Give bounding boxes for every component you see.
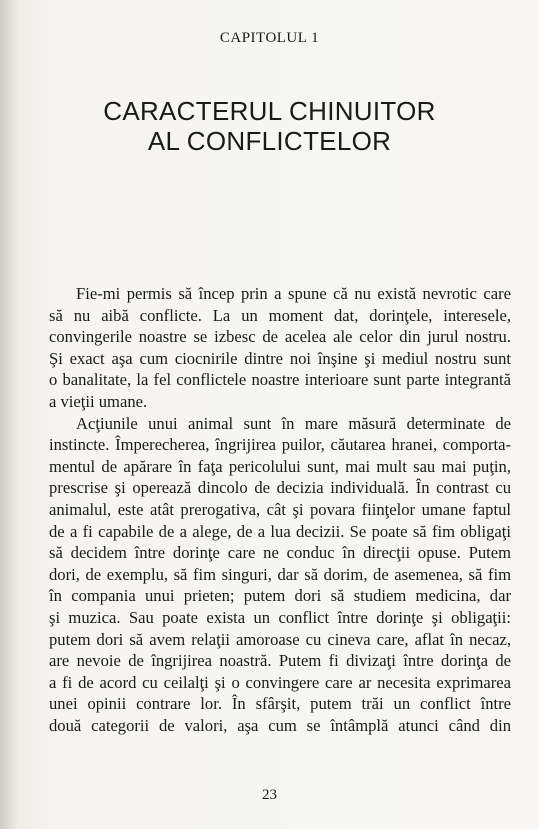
text-line: să decidem între dorinţe care ne conduc în direcţii opuse. Putem [49, 543, 511, 563]
text-line: în compania unui prieten; putem dori să studiem medicina, dar [49, 586, 511, 606]
text-line: de a fi capabile de a alege, de a lua decizii. Se poate să fim obligaţi [49, 521, 511, 541]
text-line: să nu aibă conflicte. La un moment dat, dorinţele, interesele, [49, 305, 511, 325]
chapter-label: CAPITOLUL 1 [219, 30, 320, 46]
text-line: Fie-mi permis să încep prin a spune că nu există nevrotic care [76, 284, 511, 303]
text-line: prescrise şi operează dincolo de decizia individuală. În contrast cu [49, 478, 511, 498]
text-line: unei opinii contrare lor. În sfârşit, putem trăi un conflict între [49, 694, 511, 714]
text-line: a vieţii umane. [49, 391, 148, 411]
text-line: instincte. Împerecherea, îngrijirea puilor, căutarea hranei, comporta- [49, 435, 511, 455]
text-line: o banalitate, la fel conflictele noastre interioare sunt parte integrantă [49, 370, 511, 390]
text-line: două categorii de valori, aşa cum se întâmplă atunci când din [49, 715, 511, 735]
text-line: putem dori să avem relaţii amoroase cu cineva care, aflat în necaz, [49, 629, 511, 649]
text-line: animalul, este atât prerogativa, cât şi povara fiinţelor umane faptul [49, 499, 511, 519]
text-line: Acţiunile unui animal sunt în mare măsură determinate de [76, 413, 511, 433]
text-line: dori, de exemplu, să fim singuri, dar să dorim, de asemenea, să fim [49, 564, 511, 584]
text-line: are nevoie de îngrijirea noastră. Putem fi divizaţi între dorinţa de [49, 651, 511, 671]
text-line: a fi de acord cu ceilalţi şi o convingere care ar necesita exprimarea [49, 672, 511, 692]
chapter-title [0, 96, 539, 156]
page-number: 23 [262, 787, 277, 803]
body-text [49, 283, 511, 736]
chapter-title-line-2: AL CONFLICTELOR [147, 126, 392, 156]
text-line: şi muzica. Sau poate exista un conflict între dorinţe şi obligaţii: [49, 607, 511, 627]
chapter-title-line-1: CARACTERUL CHINUITOR [103, 96, 436, 126]
text-line: convingerile noastre se izbesc de acelea ale celor din jurul nostru. [49, 327, 511, 347]
text-line: mentul de apărare în faţa pericolului sunt, mai mult sau mai puţin, [49, 456, 511, 476]
text-line: Şi exact aşa cum ciocnirile dintre noi înşine şi mediul nostru sunt [49, 348, 511, 368]
